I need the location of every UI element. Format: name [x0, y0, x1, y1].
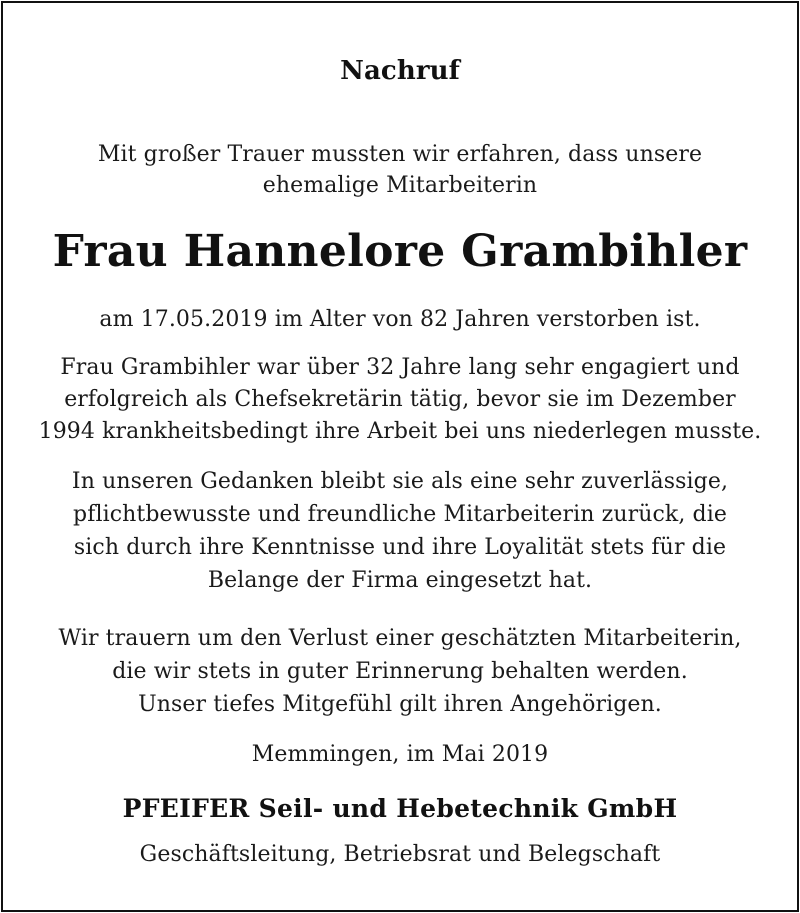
intro-line-2: ehemalige Mitarbeiterin	[262, 173, 538, 198]
mourning-line-3: Unser tiefes Mitgefühl gilt ihren Angehörigen.	[138, 692, 662, 717]
memory-line-4: Belange der Firma eingesetzt hat.	[207, 568, 593, 593]
signatories: Geschäftsleitung, Betriebsrat und Belegschaft	[139, 842, 661, 867]
career-line-3: 1994 krankheitsbedingt ihre Arbeit bei uns niederlegen musste.	[38, 419, 762, 444]
deceased-name: Frau Hannelore Grambihler	[52, 226, 748, 277]
career-line-1: Frau Grambihler war über 32 Jahre lang sehr engagiert und	[60, 355, 740, 380]
obituary-notice	[1, 1, 799, 912]
company-name: PFEIFER Seil- und Hebetechnik GmbH	[122, 794, 678, 823]
intro-line-1: Mit großer Trauer mussten wir erfahren, dass unsere	[97, 142, 703, 167]
mourning-line-2: die wir stets in guter Erinnerung behalten werden.	[112, 659, 688, 684]
memory-line-2: pflichtbewusste und freundliche Mitarbeiterin zurück, die	[73, 502, 727, 527]
death-date-line: am 17.05.2019 im Alter von 82 Jahren verstorben ist.	[99, 307, 701, 332]
memory-line-3: sich durch ihre Kenntnisse und ihre Loyalität stets für die	[73, 535, 727, 560]
career-line-2: erfolgreich als Chefsekretärin tätig, bevor sie im Dezember	[64, 387, 736, 412]
memory-line-1: In unseren Gedanken bleibt sie als eine sehr zuverlässige,	[71, 469, 729, 494]
place-date: Memmingen, im Mai 2019	[251, 742, 549, 767]
notice-title: Nachruf	[340, 56, 460, 86]
mourning-line-1: Wir trauern um den Verlust einer geschätzten Mitarbeiterin,	[58, 626, 742, 651]
